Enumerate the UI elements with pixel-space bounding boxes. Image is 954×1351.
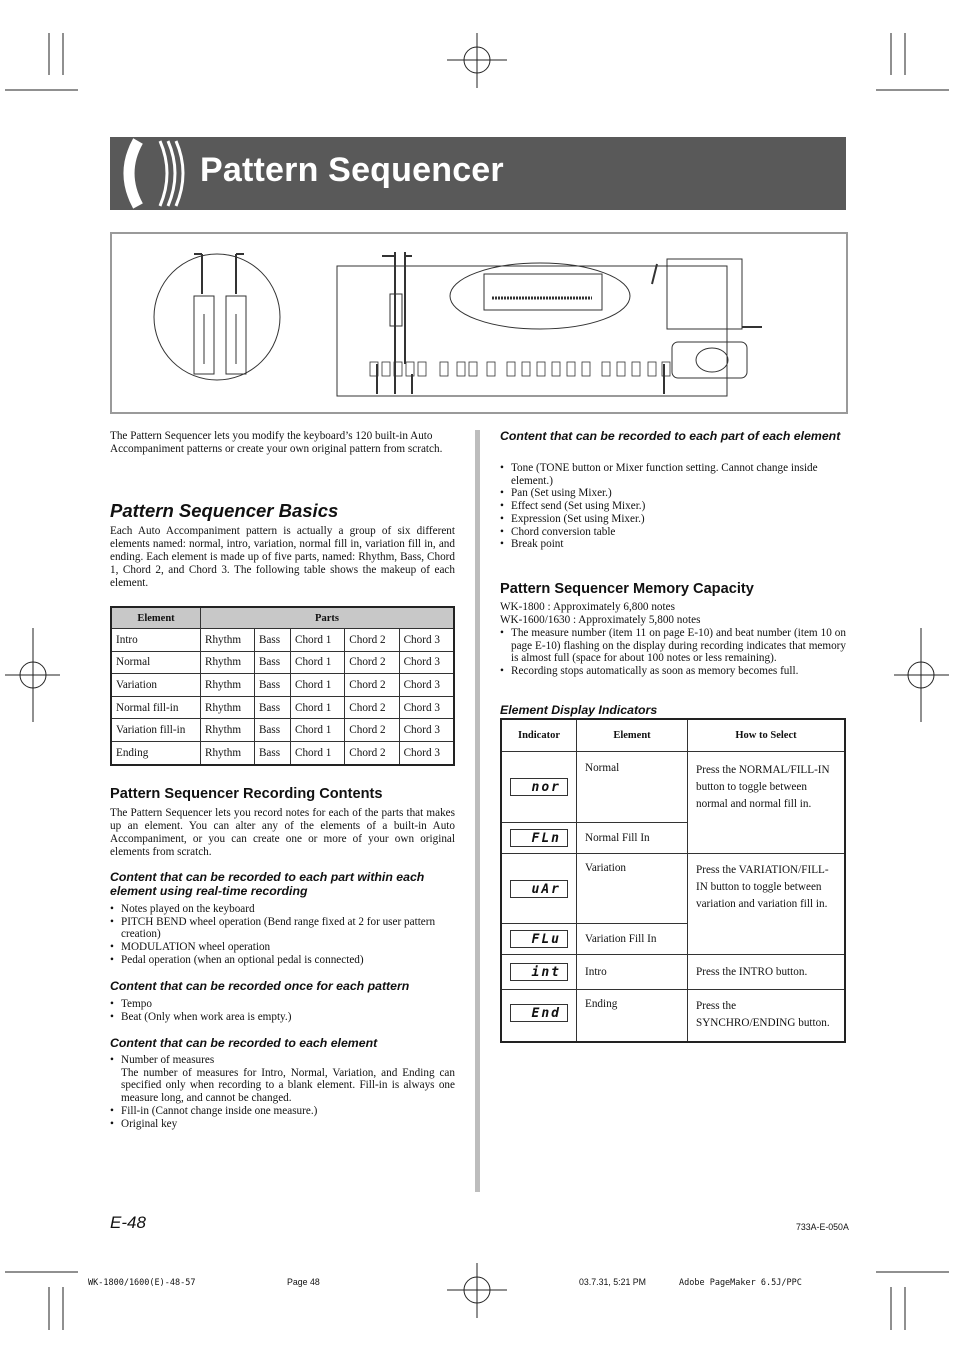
table-header-parts: Parts — [201, 607, 455, 629]
realtime-list — [110, 903, 455, 967]
element-cell: Normal Fill In — [577, 823, 688, 854]
element-cell: Variation — [577, 854, 688, 924]
keyboard-illustration — [110, 232, 848, 414]
table-cell: Chord 3 — [399, 674, 454, 697]
table-cell: Chord 2 — [345, 674, 399, 697]
table-cell: Rhythm — [201, 696, 255, 719]
element-cell: Variation Fill In — [577, 924, 688, 955]
table-row — [111, 674, 454, 697]
table-cell: Chord 2 — [345, 651, 399, 674]
each-part-heading: Content that can be recorded to each part of each element — [500, 429, 841, 443]
table-header-indicator: Indicator — [501, 719, 577, 752]
once-list — [110, 998, 455, 1023]
keyboard-panel-icon — [112, 234, 846, 412]
list-item: • Effect send (Set using Mixer.) — [500, 500, 846, 513]
memory-heading: Pattern Sequencer Memory Capacity — [500, 581, 754, 597]
lcd-indicator: uAr — [510, 880, 568, 898]
table-cell: Rhythm — [201, 741, 255, 764]
document-code: 733A-E-050A — [796, 1222, 849, 1232]
table-cell: Chord 3 — [399, 629, 454, 652]
table-cell: Chord 3 — [399, 651, 454, 674]
list-item-detail: The number of measures for Intro, Normal, Variation, and Ending can specified only when recording to a blank element. Fill-in is always one measure long, and cannot be changed. — [121, 1066, 455, 1105]
table-row — [501, 752, 845, 823]
table-cell: Bass — [254, 651, 290, 674]
table-cell: Chord 1 — [291, 696, 345, 719]
page-number: E-48 — [110, 1213, 146, 1232]
how-cell: Press the SYNCHRO/ENDING button. — [688, 990, 846, 1042]
footer-app: Adobe PageMaker 6.5J/PPC — [679, 1278, 802, 1288]
intro-paragraph: The Pattern Sequencer lets you modify the keyboard’s 120 built-in Auto Accompaniment patterns or create your own original pattern from scratch. — [110, 430, 443, 455]
element-cell: Normal — [577, 752, 688, 823]
indicator-cell — [501, 924, 577, 955]
table-row — [111, 696, 454, 719]
table-cell: Chord 3 — [399, 741, 454, 764]
table-cell: Chord 3 — [399, 719, 454, 742]
table-row — [111, 719, 454, 742]
table-cell: Chord 3 — [399, 696, 454, 719]
table-header-row — [501, 719, 845, 752]
how-cell: Press the NORMAL/FILL-IN button to toggle between normal and normal fill in. — [688, 752, 846, 854]
list-item-text: Number of measures — [121, 1054, 215, 1066]
list-item: • Beat (Only when work area is empty.) — [110, 1011, 455, 1024]
table-row — [111, 741, 454, 764]
element-list — [110, 1054, 455, 1130]
lcd-indicator: nor — [510, 778, 568, 796]
how-cell: Press the INTRO button. — [688, 955, 846, 990]
list-item — [110, 1054, 455, 1105]
element-heading: Content that can be recorded to each element — [110, 1036, 378, 1050]
table-cell: Chord 1 — [291, 629, 345, 652]
table-cell: Variation fill-in — [111, 719, 201, 742]
list-item: • Expression (Set using Mixer.) — [500, 513, 846, 526]
list-item: • MODULATION wheel operation — [110, 941, 455, 954]
table-cell: Variation — [111, 674, 201, 697]
table-cell: Ending — [111, 741, 201, 764]
table-cell: Rhythm — [201, 719, 255, 742]
table-cell: Chord 2 — [345, 719, 399, 742]
table-header-element: Element — [111, 607, 201, 629]
element-cell: Ending — [577, 990, 688, 1042]
table-header-row — [111, 607, 454, 629]
table-cell: Bass — [254, 741, 290, 764]
each-part-list — [500, 462, 846, 551]
basics-paragraph: Each Auto Accompaniment pattern is actually a group of six different elements named: normal, intro, variation, normal fill in, variation fill in, and ending. Each element is made up of five parts, named: Rhythm, Bass, Chord 1, Chord 2, and Chord 3. The following table shows the makeup of each element. — [110, 525, 455, 589]
list-item: • Recording stops automatically as soon as memory becomes full. — [500, 665, 846, 678]
table-row — [111, 651, 454, 674]
column-divider — [475, 430, 480, 1192]
table-header-element: Element — [577, 719, 688, 752]
lcd-indicator: FLu — [510, 930, 568, 948]
memory-line-wk1600: WK-1600/1630 : Approximately 5,800 notes — [500, 614, 701, 626]
recording-paragraph: The Pattern Sequencer lets you record notes for each of the parts that makes up an element. You can alter any of the elements of a built-in Auto Accompaniment, or you can create one or more of your own original elements from scratch. — [110, 807, 455, 858]
indicator-cell — [501, 823, 577, 854]
table-row — [501, 990, 845, 1042]
table-header-how: How to Select — [688, 719, 846, 752]
table-cell: Chord 2 — [345, 629, 399, 652]
display-indicators-heading: Element Display Indicators — [500, 703, 658, 717]
chapter-header — [110, 137, 846, 210]
page-title: Pattern Sequencer — [200, 151, 504, 189]
table-cell: Bass — [254, 629, 290, 652]
list-item: • Break point — [500, 538, 846, 551]
basics-heading: Pattern Sequencer Basics — [110, 500, 339, 521]
table-cell: Bass — [254, 696, 290, 719]
lcd-indicator: int — [510, 963, 568, 981]
list-item: • Tone (TONE button or Mixer function setting. Cannot change inside element.) — [500, 462, 846, 487]
indicator-cell — [501, 752, 577, 823]
list-item: • Pedal operation (when an optional pedal is connected) — [110, 954, 455, 967]
table-cell: Rhythm — [201, 629, 255, 652]
table-cell: Rhythm — [201, 674, 255, 697]
once-heading: Content that can be recorded once for each pattern — [110, 979, 410, 993]
display-indicators-table — [500, 718, 846, 1043]
table-cell: Normal fill-in — [111, 696, 201, 719]
list-item: • Notes played on the keyboard — [110, 903, 455, 916]
table-cell: Chord 1 — [291, 674, 345, 697]
element-cell: Intro — [577, 955, 688, 990]
table-cell: Intro — [111, 629, 201, 652]
lcd-indicator: End — [510, 1004, 568, 1022]
indicator-cell — [501, 955, 577, 990]
indicator-cell — [501, 854, 577, 924]
table-cell: Chord 1 — [291, 741, 345, 764]
recording-heading: Pattern Sequencer Recording Contents — [110, 786, 383, 802]
memory-line-wk1800: WK-1800 : Approximately 6,800 notes — [500, 601, 675, 613]
list-item: • Original key — [110, 1118, 455, 1131]
table-cell: Chord 1 — [291, 719, 345, 742]
list-item: • Tempo — [110, 998, 455, 1011]
table-cell: Chord 2 — [345, 741, 399, 764]
table-row — [501, 854, 845, 924]
indicator-cell — [501, 990, 577, 1042]
table-row — [501, 955, 845, 990]
table-cell: Chord 1 — [291, 651, 345, 674]
list-item: • Chord conversion table — [500, 526, 846, 539]
footer-date: 03.7.31, 5:21 PM — [579, 1277, 646, 1287]
footer-file: WK-1800/1600(E)-48-57 — [88, 1278, 196, 1288]
table-cell: Bass — [254, 719, 290, 742]
table-cell: Bass — [254, 674, 290, 697]
table-cell: Rhythm — [201, 651, 255, 674]
parts-table — [110, 606, 455, 766]
footer-page: Page 48 — [287, 1277, 320, 1287]
memory-lines — [500, 601, 846, 627]
table-row — [111, 629, 454, 652]
list-item: • The measure number (item 11 on page E-10) and beat number (item 10 on page E-10) flashing on the display during recording indicates that memory is almost full (space for about 100 notes or less remaining). — [500, 627, 846, 665]
list-item: • Fill-in (Cannot change inside one measure.) — [110, 1105, 455, 1118]
how-cell: Press the VARIATION/FILL-IN button to toggle between variation and variation fill in. — [688, 854, 846, 955]
memory-list — [500, 627, 846, 678]
table-cell: Normal — [111, 651, 201, 674]
realtime-heading: Content that can be recorded to each part within each element using real-time recording — [110, 870, 425, 898]
bracket-decoration-icon — [110, 137, 200, 210]
list-item: • Pan (Set using Mixer.) — [500, 487, 846, 500]
table-cell: Chord 2 — [345, 696, 399, 719]
lcd-indicator: FLn — [510, 829, 568, 847]
list-item: • PITCH BEND wheel operation (Bend range fixed at 2 for user pattern creation) — [110, 916, 455, 941]
